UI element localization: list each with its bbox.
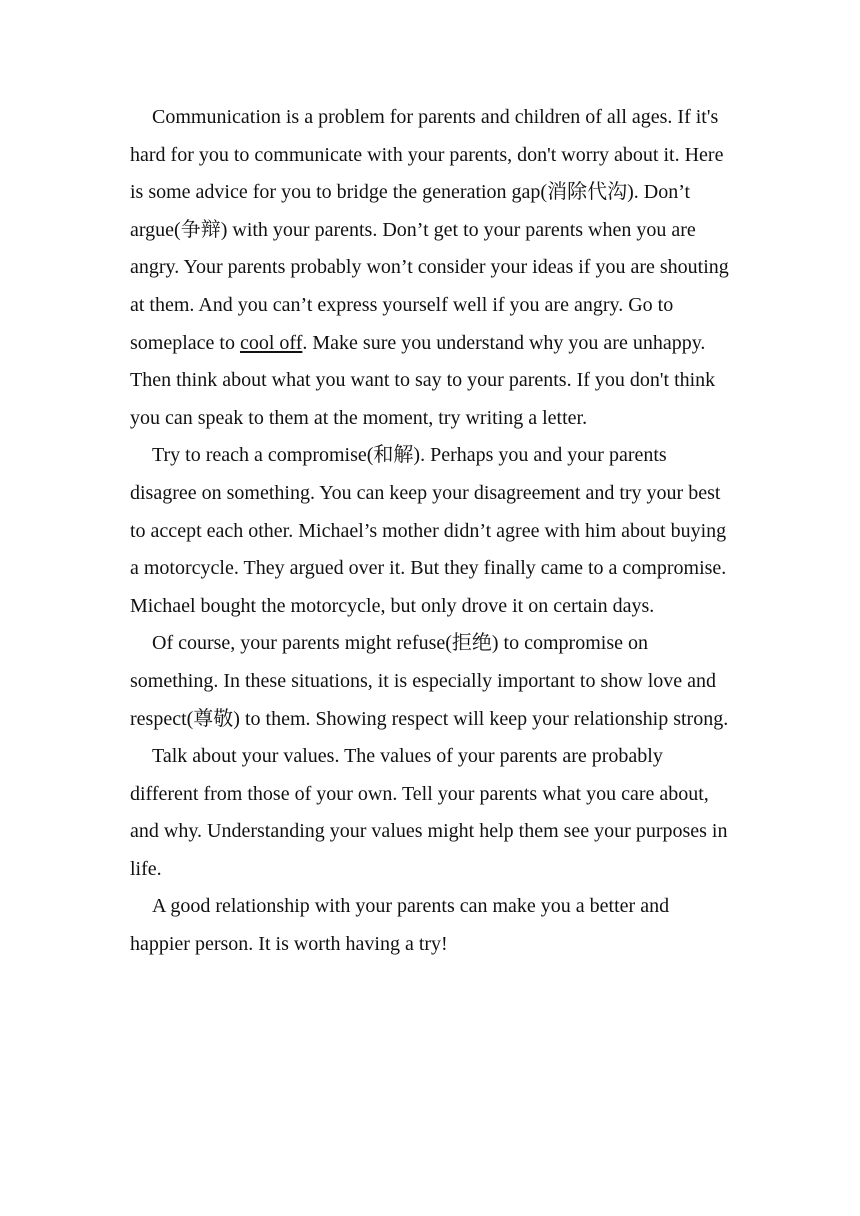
paragraph-respect	[130, 625, 734, 738]
underlined-phrase: cool off	[239, 331, 303, 354]
paragraph-communication	[130, 99, 734, 437]
paragraph-values	[130, 738, 734, 888]
paragraph-text: . Make sure you understand why you are unhappy. Then think about what you want to say to your parents. If you don't think you can speak to them at the moment, try writing a letter.	[130, 331, 716, 429]
paragraph-text: Talk about your values. The values of your parents are probably different from those of your own. Tell your parents what you care about, and why. Understanding your values might help them see your purposes in life.	[130, 745, 728, 880]
paragraph-compromise	[130, 437, 734, 625]
paragraph-text: Communication is a problem for parents and children of all ages. If it's hard for you to communicate with your parents, don't worry about it. Here is some advice for you to bridge the generation gap(消除代沟). Don’t argue(争辩) with your parents. Don’t get to your parents when you are angry. Your parents probably won’t consider your ideas if you are shouting at them. And you can’t express yourself well if you are angry. Go to someplace to	[130, 106, 729, 354]
paragraph-text: Try to reach a compromise(和解). Perhaps you and your parents disagree on something. You can keep your disagreement and try your best to accept each other. Michael’s mother didn’t agree with him about buying a motorcycle. They argued over it. But they finally came to a compromise. Michael bought the motorcycle, but only drove it on certain days.	[130, 444, 727, 617]
document-body	[130, 99, 734, 964]
paragraph-text: Of course, your parents might refuse(拒绝) to compromise on something. In these situations, it is especially important to show love and respect(尊敬) to them. Showing respect will keep your relationship strong.	[130, 632, 729, 730]
paragraph-text: A good relationship with your parents can make you a better and happier person. It is worth having a try!	[130, 895, 670, 956]
paragraph-conclusion	[130, 888, 734, 963]
